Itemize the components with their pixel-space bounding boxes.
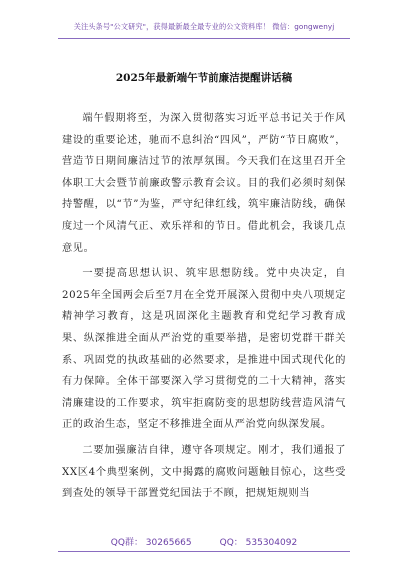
paragraph-intro: 端午假期将至，为深入贯彻落实习近平总书记关于作风建设的重要论述，驰而不息纠治“四风”，严防“节日腐败”，营造节日期间廉洁过节的浓厚氛围。今天我们在这里召开全体职工大会暨节前廉政警示教育会议。目的我们必须时刻保持警醒，以“节”为鉴，严守纪律红线，筑牢廉洁防线，确保度过一个风清气正、欢乐祥和的节日。借此机会，我谈几点意见。 <box>62 113 346 254</box>
header-banner: 关注头条号"公文研究"，获得最新最全最专业的公文资料库！ 微信：gongwenyj <box>73 22 335 31</box>
document-body <box>62 108 346 509</box>
header-divider <box>58 38 350 39</box>
document-title: 2025年最新端午节前廉洁提醒讲话稿 <box>115 72 293 84</box>
footer-qq-number: QQ： 535304092 <box>219 538 298 548</box>
footer-contact <box>0 535 408 548</box>
paragraph-point-two: 二要加强廉洁自律，遵守各项规定。刚才，我们通报了XX区4个典型案例，文中揭露的腐败问题触目惊心，这些受到查处的领导干部置党纪国法于不顾，把规矩规则当 <box>62 444 346 500</box>
footer-qq-group: QQ群： 30265665 <box>110 538 192 548</box>
footer-divider <box>58 551 350 552</box>
paragraph-point-one: 一要提高思想认识、筑牢思想防线。党中央决定，自2025年全国两会后至7月在全党开展深入贯彻中央八项规定精神学习教育，这是巩固深化主题教育和党纪学习教育成果、纵深推进全面从严治党的重要举措，是密切党群干群关系、巩固党的执政基础的必然要求，是推进中国式现代化的有力保障。全体干部要深入学习贯彻党的二十大精神，落实清廉建设的工作要求，筑牢拒腐防变的思想防线营造风清气正的政治生态，坚定不移推进全面从严治党向纵深发展。 <box>62 268 346 431</box>
